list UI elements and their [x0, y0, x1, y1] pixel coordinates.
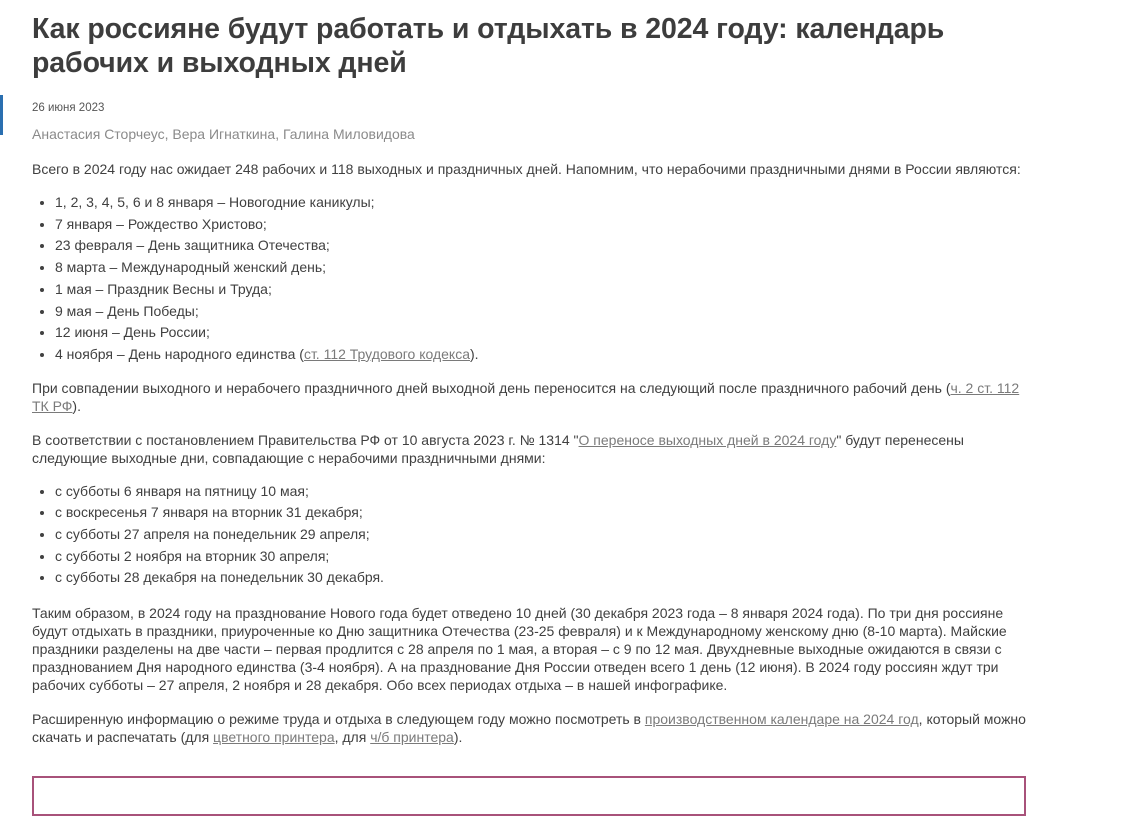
paragraph-text: В соответствии с постановлением Правительства РФ от 10 августа 2023 г. № 1314 " [32, 431, 579, 448]
production-calendar-link[interactable]: производственном календаре на 2024 год [644, 711, 919, 728]
bw-printer-link[interactable]: ч/б принтера [370, 729, 454, 746]
list-item: • с субботы 2 ноября на вторник 30 апреля; [55, 546, 1032, 568]
list-item: • 9 мая – День Победы; [55, 301, 1032, 323]
more-info-paragraph [32, 710, 1032, 746]
list-item: • 23 февраля – День защитника Отечества; [55, 235, 1032, 257]
tk-rf-link[interactable]: ч. 2 ст. 112 ТК РФ [32, 379, 1020, 414]
list-item: • 1 мая – Праздник Весны и Труда; [55, 279, 1032, 301]
article [32, 12, 1032, 746]
paragraph-text: Расширенную информацию о режиме труда и отдыха в следующем году можно посмотреть в [32, 711, 645, 728]
paragraph-text: При совпадении выходного и нерабочего праздничного дней выходной день переносится на следующий после праздничного рабочий день ( [32, 379, 951, 396]
summary-paragraph: Таким образом, в 2024 году на празднование Нового года будет отведено 10 дней (30 декабря 2023 года – 8 января 2024 года). По три дня россияне будут отдыхать в праздники, приуроченные ко Дню защитника Отечества (23-25 февраля) и к Международному женскому дню (8-10 марта). Майские праздники разделены на две части – первая продлится с 28 апреля по 1 мая, а вторая – с 9 по 12 мая. Двухдневные выходные ожидаются в связи с празднованием Дня народного единства (3-4 ноября). А на празднование Дня России отведен всего 1 день (12 июня). В 2024 году россиян ждут три рабочих субботы – 27 апреля, 2 ноября и 28 декабря. Обо всех периодах отдыха – в нашей инфографике. [32, 605, 1007, 694]
list-item-text: 4 ноября – День народного единства ( [55, 345, 304, 362]
transfers-list [32, 481, 1032, 590]
list-item: • 12 июня – День России; [55, 322, 1032, 344]
transfer-rule-paragraph [32, 379, 1032, 415]
list-item: • 8 марта – Международный женский день; [55, 257, 1032, 279]
list-item: • с воскресенья 7 января на вторник 31 декабря; [55, 502, 1032, 524]
article-title: Как россияне будут работать и отдыхать в 2024 году: календарь рабочих и выходных дней [32, 13, 945, 79]
list-item-text: ). [470, 345, 479, 362]
list-item: • с субботы 27 апреля на понедельник 29 апреля; [55, 524, 1032, 546]
article-date: 26 июня 2023 [32, 102, 105, 114]
article-authors: Анастасия Сторчеус, Вера Игнаткина, Галина Миловидова [32, 126, 415, 142]
list-item [55, 344, 1032, 366]
paragraph-text: , для [334, 729, 371, 746]
intro-paragraph: Всего в 2024 году нас ожидает 248 рабочих и 118 выходных и праздничных дней. Напомним, что нерабочими праздничными днями в России являются: [32, 161, 1021, 177]
list-item: • с субботы 28 декабря на понедельник 30 декабря. [55, 567, 1032, 589]
color-printer-link[interactable]: цветного принтера [213, 729, 335, 746]
labor-code-link[interactable]: ст. 112 Трудового кодекса [303, 345, 470, 362]
paragraph-text: , который можно скачать и распечатать (для [32, 711, 1026, 746]
list-item: • 7 января – Рождество Христово; [55, 214, 1032, 236]
infographic-frame [32, 776, 1026, 816]
list-item: • с субботы 6 января на пятницу 10 мая; [55, 481, 1032, 503]
list-item: • 1, 2, 3, 4, 5, 6 и 8 января – Новогодние каникулы; [55, 192, 1032, 214]
paragraph-text: ). [72, 397, 81, 414]
paragraph-text: ). [453, 729, 463, 746]
decree-paragraph [32, 431, 1032, 467]
paragraph-text: " будут перенесены следующие выходные дни, совпадающие с нерабочими праздничными днями: [32, 431, 964, 466]
holidays-list [32, 192, 1032, 366]
left-accent-bar [0, 95, 3, 135]
decree-link[interactable]: О переносе выходных дней в 2024 году [578, 431, 837, 448]
